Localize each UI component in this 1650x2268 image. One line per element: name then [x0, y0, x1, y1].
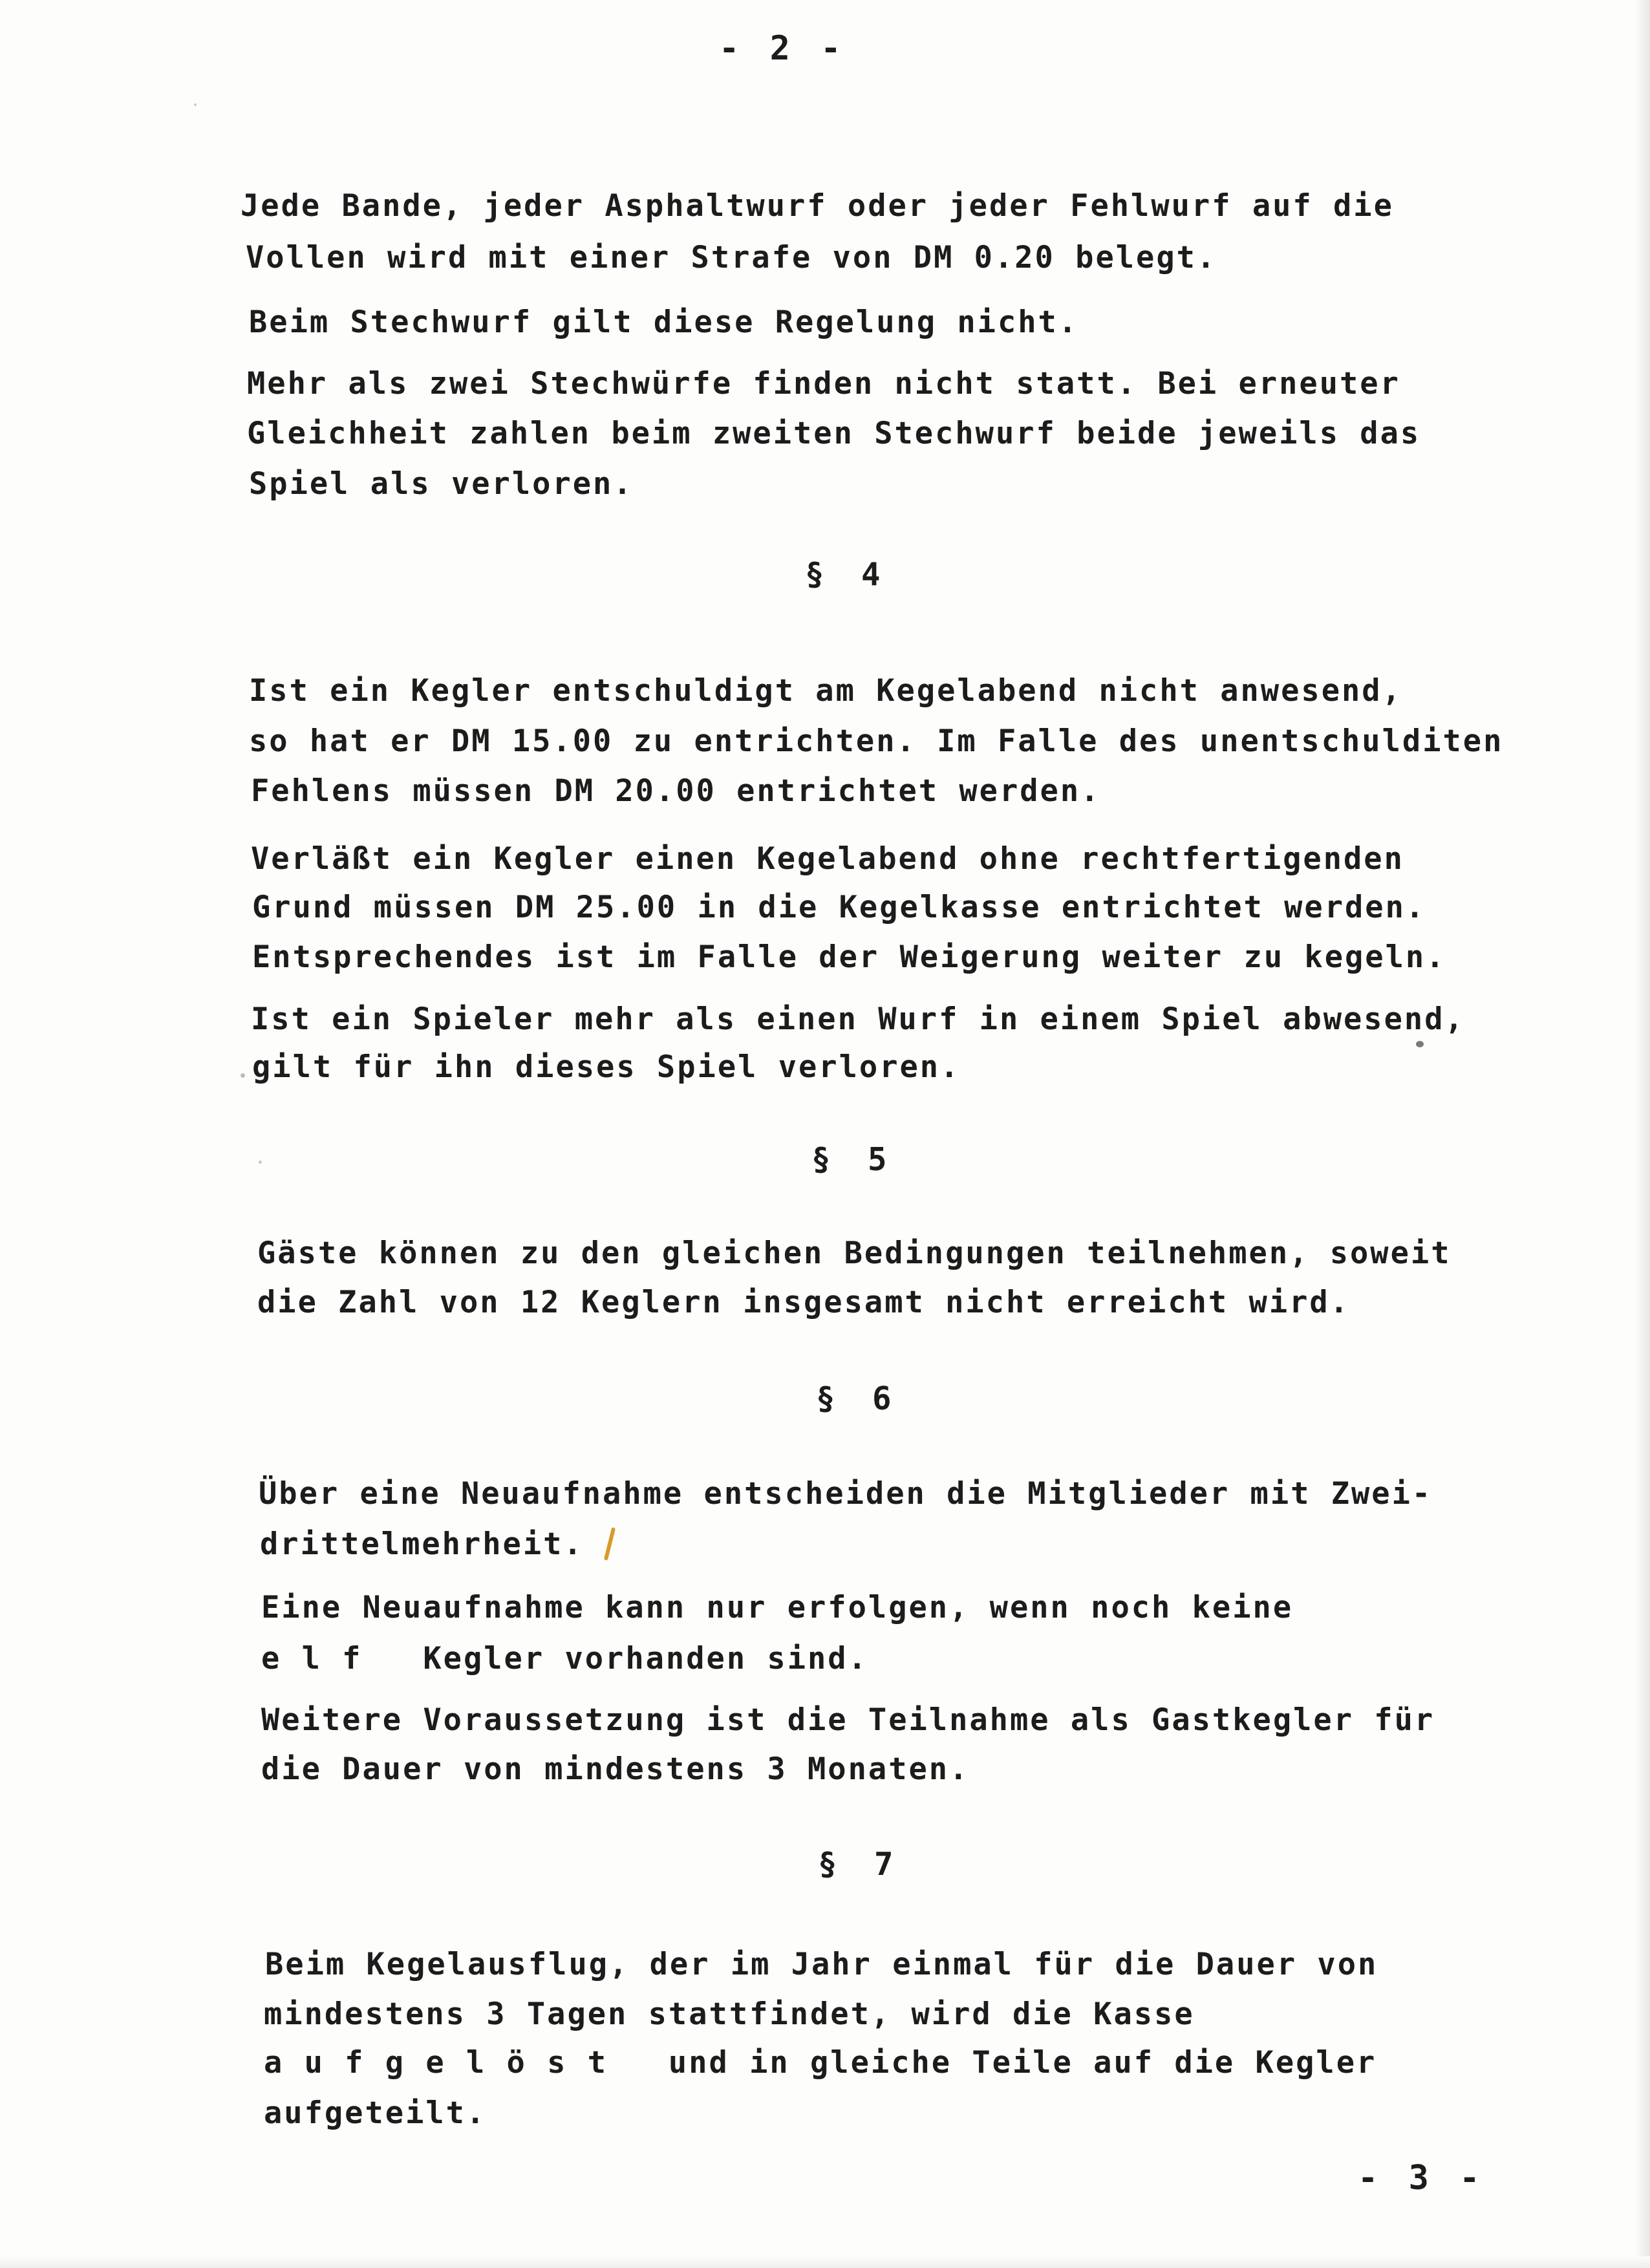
- scan-speck: [194, 103, 197, 106]
- text-line: e l f Kegler vorhanden sind.: [261, 1641, 868, 1676]
- text-line: mindestens 3 Tagen stattfindet, wird die Kasse: [264, 1996, 1195, 2032]
- text-line: Weitere Voraussetzung ist die Teilnahme als Gastkegler für: [261, 1702, 1435, 1738]
- scan-bottom-shadow: [0, 2256, 1650, 2268]
- section-heading: § 5: [811, 1141, 896, 1178]
- text-line: Grund müssen DM 25.00 in die Kegelkasse entrichtet werden.: [252, 890, 1426, 925]
- text-line: Vollen wird mit einer Strafe von DM 0.20 belegt.: [246, 240, 1217, 275]
- text-line: Mehr als zwei Stechwürfe finden nicht statt. Bei erneuter: [247, 366, 1400, 401]
- text-line: Spiel als verloren.: [249, 466, 634, 502]
- text-line: die Dauer von mindestens 3 Monaten.: [261, 1751, 970, 1787]
- section-heading: § 6: [816, 1380, 901, 1417]
- text-line: aufgeteilt.: [264, 2095, 487, 2131]
- scan-edge-shadow: [1634, 0, 1650, 2268]
- page-number-footer: - 3 -: [1358, 2159, 1485, 2198]
- text-line: Beim Stechwurf gilt diese Regelung nicht.: [249, 305, 1079, 340]
- scan-speck: [241, 1073, 245, 1078]
- text-line: Gleichheit zahlen beim zweiten Stechwurf beide jeweils das: [247, 416, 1421, 451]
- pen-mark: [604, 1527, 616, 1561]
- text-line: Gäste können zu den gleichen Bedingungen teilnehmen, soweit: [257, 1236, 1452, 1271]
- text-line: a u f g e l ö s t und in gleiche Teile auf die Kegler: [264, 2045, 1377, 2081]
- text-line: Beim Kegelausflug, der im Jahr einmal für die Dauer von: [265, 1947, 1378, 1982]
- section-heading: § 4: [805, 556, 890, 593]
- section-heading: § 7: [818, 1846, 903, 1883]
- text-line: drittelmehrheit.: [260, 1526, 584, 1562]
- text-line: Fehlens müssen DM 20.00 entrichtet werden.: [251, 773, 1101, 809]
- page-number-header: - 2 -: [719, 29, 846, 68]
- text-line: Verläßt ein Kegler einen Kegelabend ohne rechtfertigenden: [251, 841, 1404, 877]
- text-line: Entsprechendes ist im Falle der Weigerung weiter zu kegeln.: [252, 939, 1446, 975]
- text-line: gilt für ihn dieses Spiel verloren.: [252, 1049, 961, 1085]
- text-line: Jede Bande, jeder Asphaltwurf oder jeder Fehlwurf auf die: [241, 188, 1394, 224]
- scan-speck: [259, 1161, 262, 1164]
- scan-speck: [1416, 1041, 1424, 1047]
- text-line: Ist ein Spieler mehr als einen Wurf in einem Spiel abwesend,: [251, 1001, 1465, 1037]
- text-line: Über eine Neuaufnahme entscheiden die Mitglieder mit Zwei-: [259, 1476, 1433, 1512]
- text-line: so hat er DM 15.00 zu entrichten. Im Falle des unentschulditen: [249, 723, 1504, 759]
- text-line: die Zahl von 12 Keglern insgesamt nicht erreicht wird.: [257, 1285, 1351, 1320]
- text-line: Ist ein Kegler entschuldigt am Kegelabend nicht anwesend,: [249, 673, 1402, 709]
- text-line: Eine Neuaufnahme kann nur erfolgen, wenn noch keine: [261, 1590, 1294, 1625]
